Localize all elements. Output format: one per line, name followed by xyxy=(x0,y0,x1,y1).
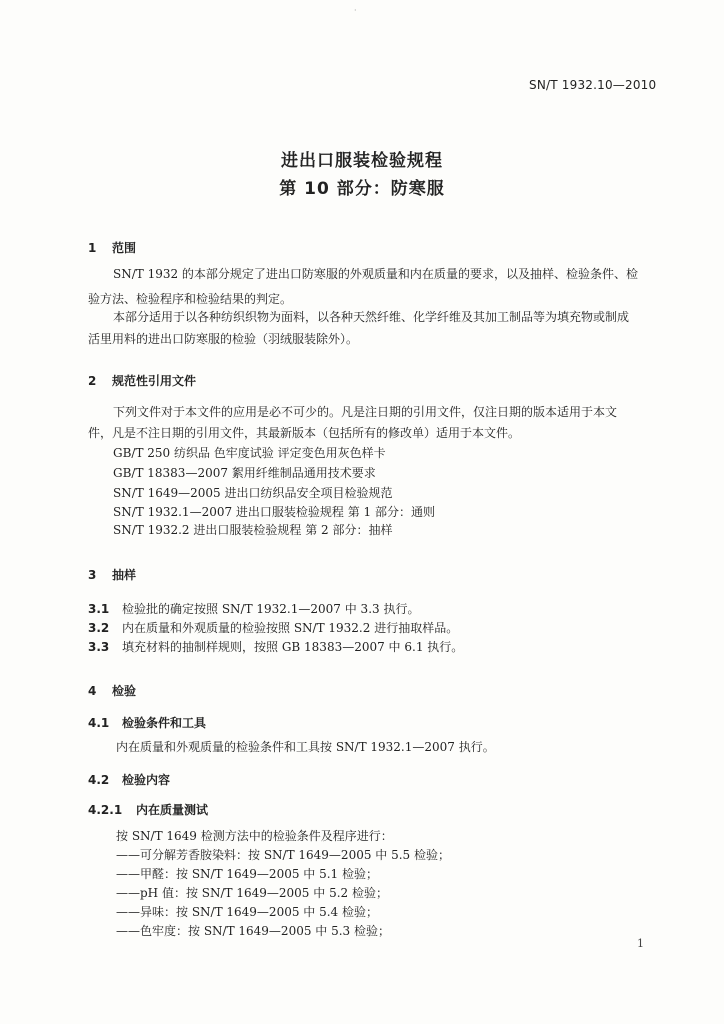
section-number: 3 xyxy=(88,568,97,582)
document-number: SN/T 1932.10—2010 xyxy=(529,78,657,92)
section-number: 4.1 xyxy=(88,716,110,730)
reference-item: SN/T 1932.1—2007 进出口服装检验规程 第 1 部分：通则 xyxy=(113,505,436,519)
list-item: ——pH 值：按 SN/T 1649—2005 中 5.2 检验； xyxy=(116,886,388,900)
list-item xyxy=(88,638,463,655)
paragraph-line: 下列文件对于本文件的应用是必不可少的。凡是注日期的引用文件，仅注日期的版本适用于本文 xyxy=(113,405,618,419)
paragraph-line: 件，凡是不注日期的引用文件，其最新版本（包括所有的修改单）适用于本文件。 xyxy=(88,426,521,440)
reference-item: GB/T 18383—2007 絮用纤维制品通用技术要求 xyxy=(113,466,376,480)
scan-mark: · xyxy=(354,6,357,15)
document-title: 进出口服装检验规程 xyxy=(281,151,443,171)
list-item: ——可分解芳香胺染料：按 SN/T 1649—2005 中 5.5 检验； xyxy=(116,848,451,862)
paragraph-line: SN/T 1932 的本部分规定了进出口防寒服的外观质量和内在质量的要求，以及抽样、检验条件、检 xyxy=(113,267,638,281)
section-3-heading xyxy=(88,566,136,583)
subsection-4-1-heading xyxy=(88,714,206,731)
list-item xyxy=(88,619,458,636)
section-number: 2 xyxy=(88,374,97,388)
item-number: 3.3 xyxy=(88,640,110,654)
item-text: 内在质量和外观质量的检验按照 SN/T 1932.2 进行抽取样品。 xyxy=(122,621,459,635)
section-number: 4.2 xyxy=(88,773,110,787)
section-2-heading xyxy=(88,372,196,389)
list-item xyxy=(88,600,419,617)
section-4-heading xyxy=(88,682,136,699)
page-number: 1 xyxy=(637,937,644,950)
list-item: ——异味：按 SN/T 1649—2005 中 5.4 检验； xyxy=(116,905,379,919)
paragraph-line: 本部分适用于以各种纺织织物为面料，以各种天然纤维、化学纤维及其加工制品等为填充物或制成 xyxy=(113,310,630,324)
section-title: 内在质量测试 xyxy=(136,803,209,817)
subsection-4-2-1-heading xyxy=(88,801,208,818)
section-title: 规范性引用文件 xyxy=(112,374,197,388)
document-subtitle: 第 10 部分：防寒服 xyxy=(279,179,445,199)
section-title: 检验 xyxy=(112,684,137,698)
paragraph-line: 活里用料的进出口防寒服的检验（羽绒服装除外）。 xyxy=(88,332,359,346)
list-item: ——甲醛：按 SN/T 1649—2005 中 5.1 检验； xyxy=(116,867,379,881)
subsection-4-2-heading xyxy=(88,771,170,788)
paragraph-line: 按 SN/T 1649 检测方法中的检验条件及程序进行： xyxy=(116,829,393,843)
paragraph-line: 验方法、检验程序和检验结果的判定。 xyxy=(88,292,293,306)
reference-item: GB/T 250 纺织品 色牢度试验 评定变色用灰色样卡 xyxy=(113,446,386,460)
reference-item: SN/T 1649—2005 进出口纺织品安全项目检验规范 xyxy=(113,486,393,500)
item-number: 3.1 xyxy=(88,602,110,616)
item-number: 3.2 xyxy=(88,621,110,635)
section-title: 检验内容 xyxy=(122,773,171,787)
section-1-heading xyxy=(88,239,136,256)
section-title: 检验条件和工具 xyxy=(122,716,207,730)
item-text: 填充材料的抽制样规则，按照 GB 18383—2007 中 6.1 执行。 xyxy=(122,640,464,654)
reference-item: SN/T 1932.2 进出口服装检验规程 第 2 部分：抽样 xyxy=(113,523,393,537)
section-title: 范围 xyxy=(112,241,137,255)
section-number: 1 xyxy=(88,241,97,255)
paragraph-line: 内在质量和外观质量的检验条件和工具按 SN/T 1932.1—2007 执行。 xyxy=(116,740,495,754)
section-number: 4.2.1 xyxy=(88,803,123,817)
item-text: 检验批的确定按照 SN/T 1932.1—2007 中 3.3 执行。 xyxy=(122,602,420,616)
section-title: 抽样 xyxy=(112,568,137,582)
section-number: 4 xyxy=(88,684,97,698)
list-item: ——色牢度：按 SN/T 1649—2005 中 5.3 检验； xyxy=(116,924,391,938)
